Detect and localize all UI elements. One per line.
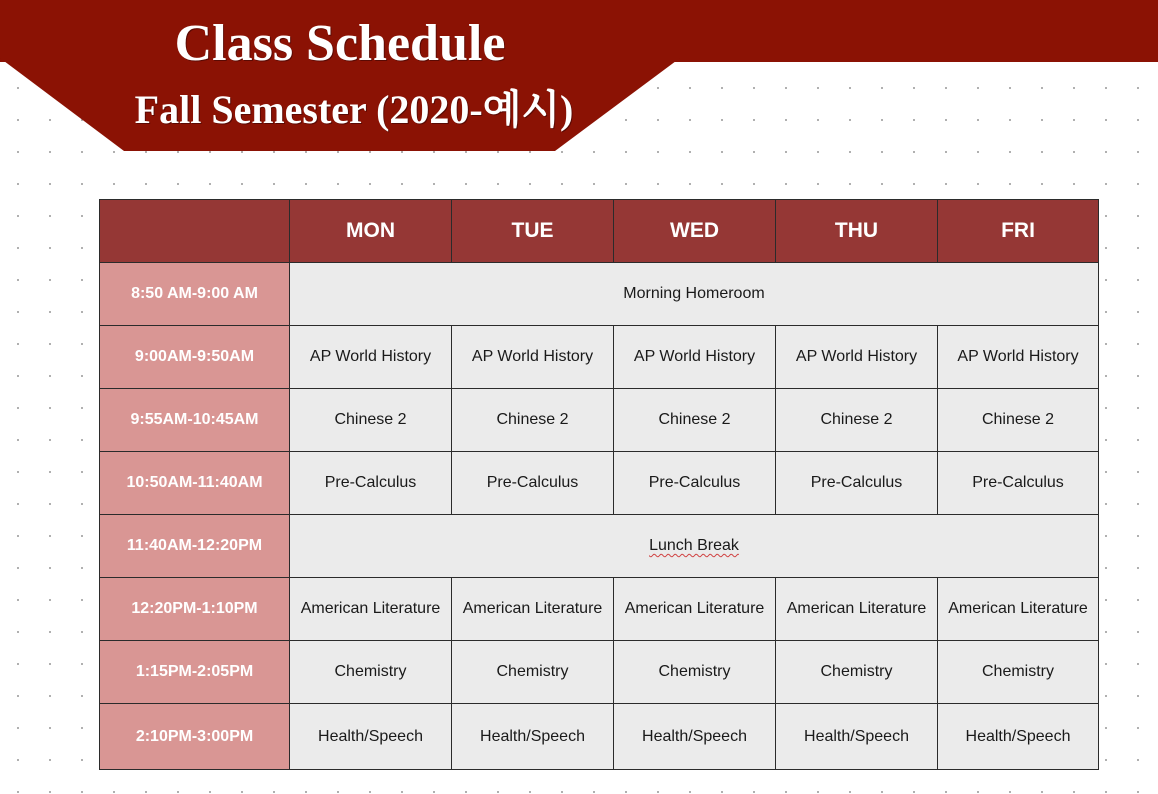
day-header-mon: MON	[290, 200, 452, 263]
time-slot: 12:20PM-1:10PM	[100, 578, 290, 641]
class-cell: Chinese 2	[614, 389, 776, 452]
class-cell: Chinese 2	[452, 389, 614, 452]
time-slot: 8:50 AM-9:00 AM	[100, 263, 290, 326]
schedule-row	[100, 704, 1099, 770]
time-slot: 9:55AM-10:45AM	[100, 389, 290, 452]
class-cell: American Literature	[452, 578, 614, 641]
class-cell: American Literature	[290, 578, 452, 641]
day-header-fri: FRI	[938, 200, 1099, 263]
class-cell: American Literature	[938, 578, 1099, 641]
class-cell: Pre-Calculus	[290, 452, 452, 515]
schedule-header-row	[100, 200, 1099, 263]
class-cell: American Literature	[776, 578, 938, 641]
time-slot: 2:10PM-3:00PM	[100, 704, 290, 770]
lunch-break-label: Lunch Break	[649, 537, 739, 554]
schedule-row	[100, 452, 1099, 515]
schedule-row	[100, 578, 1099, 641]
class-cell: Pre-Calculus	[938, 452, 1099, 515]
class-cell: AP World History	[452, 326, 614, 389]
class-cell: Chinese 2	[290, 389, 452, 452]
class-cell: Chinese 2	[938, 389, 1099, 452]
schedule-row	[100, 326, 1099, 389]
schedule-table	[99, 199, 1099, 770]
class-cell: Chemistry	[776, 641, 938, 704]
class-cell: Health/Speech	[776, 704, 938, 770]
class-cell: Chemistry	[938, 641, 1099, 704]
class-cell: Health/Speech	[614, 704, 776, 770]
time-slot: 10:50AM-11:40AM	[100, 452, 290, 515]
schedule-row	[100, 515, 1099, 578]
page-subtitle: Fall Semester (2020-예시)	[134, 87, 574, 132]
class-cell: Chinese 2	[776, 389, 938, 452]
class-cell: Health/Speech	[938, 704, 1099, 770]
class-cell: Chemistry	[290, 641, 452, 704]
day-header-tue: TUE	[452, 200, 614, 263]
schedule-row	[100, 641, 1099, 704]
class-cell: Pre-Calculus	[452, 452, 614, 515]
class-cell: AP World History	[290, 326, 452, 389]
page-title: Class Schedule	[174, 15, 506, 72]
schedule-row	[100, 263, 1099, 326]
class-cell: Chemistry	[452, 641, 614, 704]
schedule-table-container	[99, 199, 1099, 770]
header-corner-cell	[100, 200, 290, 263]
time-slot: 11:40AM-12:20PM	[100, 515, 290, 578]
homeroom-cell: Morning Homeroom	[290, 263, 1099, 326]
time-slot: 1:15PM-2:05PM	[100, 641, 290, 704]
class-cell: AP World History	[938, 326, 1099, 389]
class-cell: Chemistry	[614, 641, 776, 704]
day-header-wed: WED	[614, 200, 776, 263]
day-header-thu: THU	[776, 200, 938, 263]
time-slot: 9:00AM-9:50AM	[100, 326, 290, 389]
schedule-row	[100, 389, 1099, 452]
class-cell: American Literature	[614, 578, 776, 641]
class-cell: Pre-Calculus	[614, 452, 776, 515]
class-cell: AP World History	[614, 326, 776, 389]
class-cell: Health/Speech	[452, 704, 614, 770]
class-cell: Pre-Calculus	[776, 452, 938, 515]
lunch-break-cell	[290, 515, 1099, 578]
class-cell: Health/Speech	[290, 704, 452, 770]
class-cell: AP World History	[776, 326, 938, 389]
